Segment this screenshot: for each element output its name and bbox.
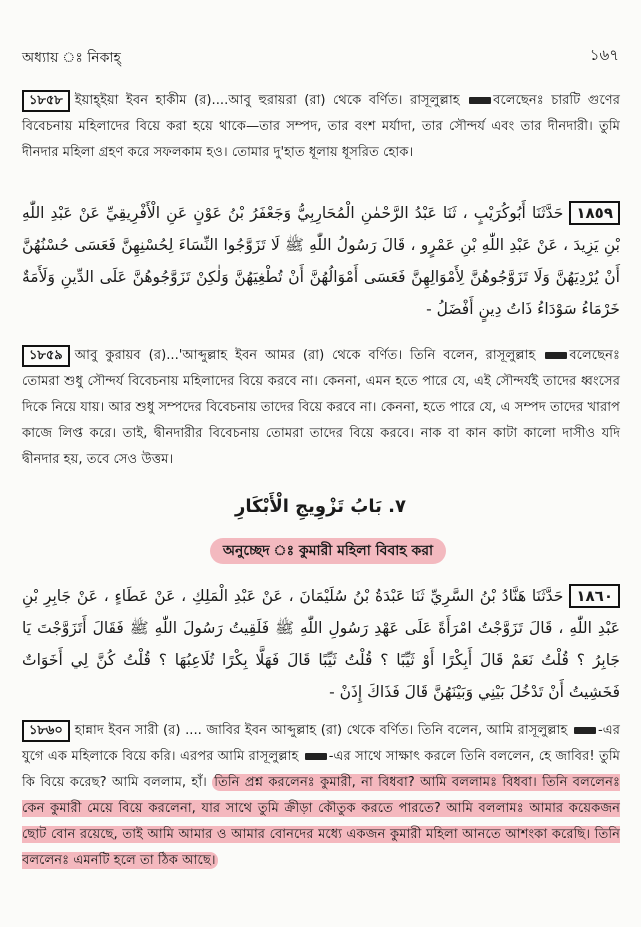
saw-calligraphy-icon [469, 97, 491, 104]
hadith-text: বলেছেনঃ চারটি গুণের বিবেচনায় মহিলাদের বিয়ে করা হয়ে থাকে—তার সম্পদ, তার বংশ মর্যাদা, তার সৌন্দর্য এবং তার দীনদারী। তুমি দীনদার মহিলা গ্রহণ করে সফলকাম হও। তোমার দু'হাত ধূলায় ধূসরিত হোক। [22, 93, 620, 160]
hadith-text: হান্নাদ ইবন সারী (র) .... জাবির ইবন আব্দুল্লাহ (রা) থেকে বর্ণিত। তিনি বলেন, আমি রাসূলুল্লাহ [74, 723, 572, 738]
arabic-text: حَدَّثَنَا هَنَّادُ بْنُ السَّرِيِّ ثَنَا عَبْدَةُ بْنُ سُلَيْمَانَ ، عَنْ عَبْدِ الْمَلِكِ ، عَنْ عَطَاءٍ ، عَنْ جَابِرِ بْنِ عَبْدِ اللّٰهِ ، قَالَ تَزَوَّجْتُ امْرَأَةً عَلَى عَهْدِ رَسُولِ اللّٰهِ ﷺ فَلَقِيتُ رَسُولَ اللّٰهِ ﷺ فَقَالَ أَتَزَوَّجْتَ يَا جَابِرُ ؟ قُلْتُ نَعَمْ قَالَ أَبِكْرًا أَوْ ثَيِّبًا ؟ قُلْتُ ثَيِّبًا قَالَ فَهَلَّا بِكْرًا تُلَاعِبُهَا ؟ قُلْتُ كُنَّ لِي أَخَوَاتٌ فَخَشِيتُ أَنْ تَدْخُلَ بَيْنِي وَبَيْنَهُنَّ قَالَ فَذَاكَ إِذَنْ - [22, 587, 620, 701]
hadith-1859 [22, 343, 620, 473]
arabic-text-1859 [22, 197, 620, 325]
saw-calligraphy-icon [574, 727, 596, 734]
hadith-1858 [22, 88, 620, 166]
hadith-1860 [22, 718, 620, 874]
arabic-text-1860 [22, 580, 620, 708]
arabic-text: حَدَّثَنَا أَبُوكُرَيْبٍ ، ثَنَا عَبْدُ الرَّحْمٰنِ الْمُحَارِبِيُّ وَجَعْفَرُ بْنُ عَوْنٍ عَنِ الْأَفْرِيقِيِّ عَنْ عَبْدِ اللّٰهِ بْنِ يَزِيدَ ، عَنْ عَبْدِ اللّٰهِ بْنِ عَمْرٍو ، قَالَ رَسُولُ اللّٰهِ ﷺ لَا تَزَوَّجُوا النِّسَاءَ لِحُسْنِهِنَّ فَعَسَى حُسْنُهُنَّ أَنْ يُرْدِيَهُنَّ وَلَا تَزَوَّجُوهُنَّ لِأَمْوَالِهِنَّ فَعَسَى أَمْوَالُهُنَّ أَنْ تُطْغِيَهُنَّ وَلٰكِنْ تَزَوَّجُوهُنَّ عَلَى الدِّينِ وَلَأَمَةٌ خَرْمَاءُ سَوْدَاءُ ذَاتُ دِينٍ أَفْضَلُ - [22, 204, 620, 318]
arabic-number-box: ١٨٦٠ [569, 584, 620, 608]
chapter-bengali-title: অনুচ্ছেদ ঃ কুমারী মহিলা বিবাহ করা [210, 538, 446, 564]
saw-calligraphy-icon [305, 753, 327, 760]
hadith-number-box: ১৮৬০ [22, 720, 70, 742]
chapter-arabic-title: ٧. بَابُ تَزْوِيجِ الْأَبْكَارِ [234, 496, 407, 517]
hadith-text: বলেছেনঃ তোমরা শুধু সৌন্দর্য বিবেচনায় মহিলাদের বিয়ে করবে না। কেননা, এমন হতে পারে যে, এই সৌন্দর্যই তাদের ধ্বংসের দিকে নিয়ে যায়। আর শুধু সম্পদের বিবেচনায় তাদের বিয়ে করবে না। কেননা, হতে পারে যে, এ সম্পদ তাদের খারাপ কাজে লিপ্ত করে। তাই, দ্বীনদারীর বিবেচনায় তোমরা তাদের বিয়ে করবে। নাক বা কান কাটা কালো দাসীও যদি দ্বীনদার হয়, তবে সেও উত্তম। [22, 348, 620, 467]
hadith-text: ইয়াহ্ইয়া ইবন হাকীম (র)....আবু হুরায়রা (রা) থেকে বর্ণিত। রাসূলুল্লাহ [74, 93, 468, 108]
page-number: ১৬৭ [589, 46, 619, 64]
saw-calligraphy-icon [545, 352, 567, 359]
hadith-text: -এর যুগে এক মহিলাকে বিয়ে করি। এরপর আমি রাসূলুল্লাহ [22, 723, 620, 764]
hadith-text: আবু কুরায়ব (র)...'আব্দুল্লাহ ইবন আমর (রা) থেকে বর্ণিত। তিনি বলেন, রাসূলুল্লাহ [74, 348, 544, 363]
arabic-number-box: ١٨٥٩ [569, 201, 620, 225]
hadith-text: -এর সাথে সাক্ষাৎ করলে তিনি বললেন, হে জাবির! তুমি কি বিয়ে করেছ? আমি বললাম, হাঁ। [22, 749, 620, 790]
hadith-number-box: ১৮৫৯ [22, 345, 70, 367]
hadith-number-box: ১৮৫৮ [22, 90, 70, 112]
highlighted-text: তিনি প্রশ্ন করলেনঃ কুমারী, না বিধবা? আমি বললামঃ বিধবা। তিনি বললেনঃ কেন কুমারী মেয়ে বিয়ে করলেনা, যার সাথে তুমি ক্রীড়া কৌতুক করতে পারতে? আমি বললামঃ আমার কয়েকজন ছোট বোন রয়েছে, তাই আমি আমার ও আমার বোনদের মধ্যে একজন কুমারী মহিলা আনতে আশংকা করেছি। তিনি বললেনঃ এমনটি হলে তা ঠিক আছে। [22, 775, 620, 868]
running-header-chapter: অধ্যায় ঃ নিকাহ্ [22, 50, 121, 66]
